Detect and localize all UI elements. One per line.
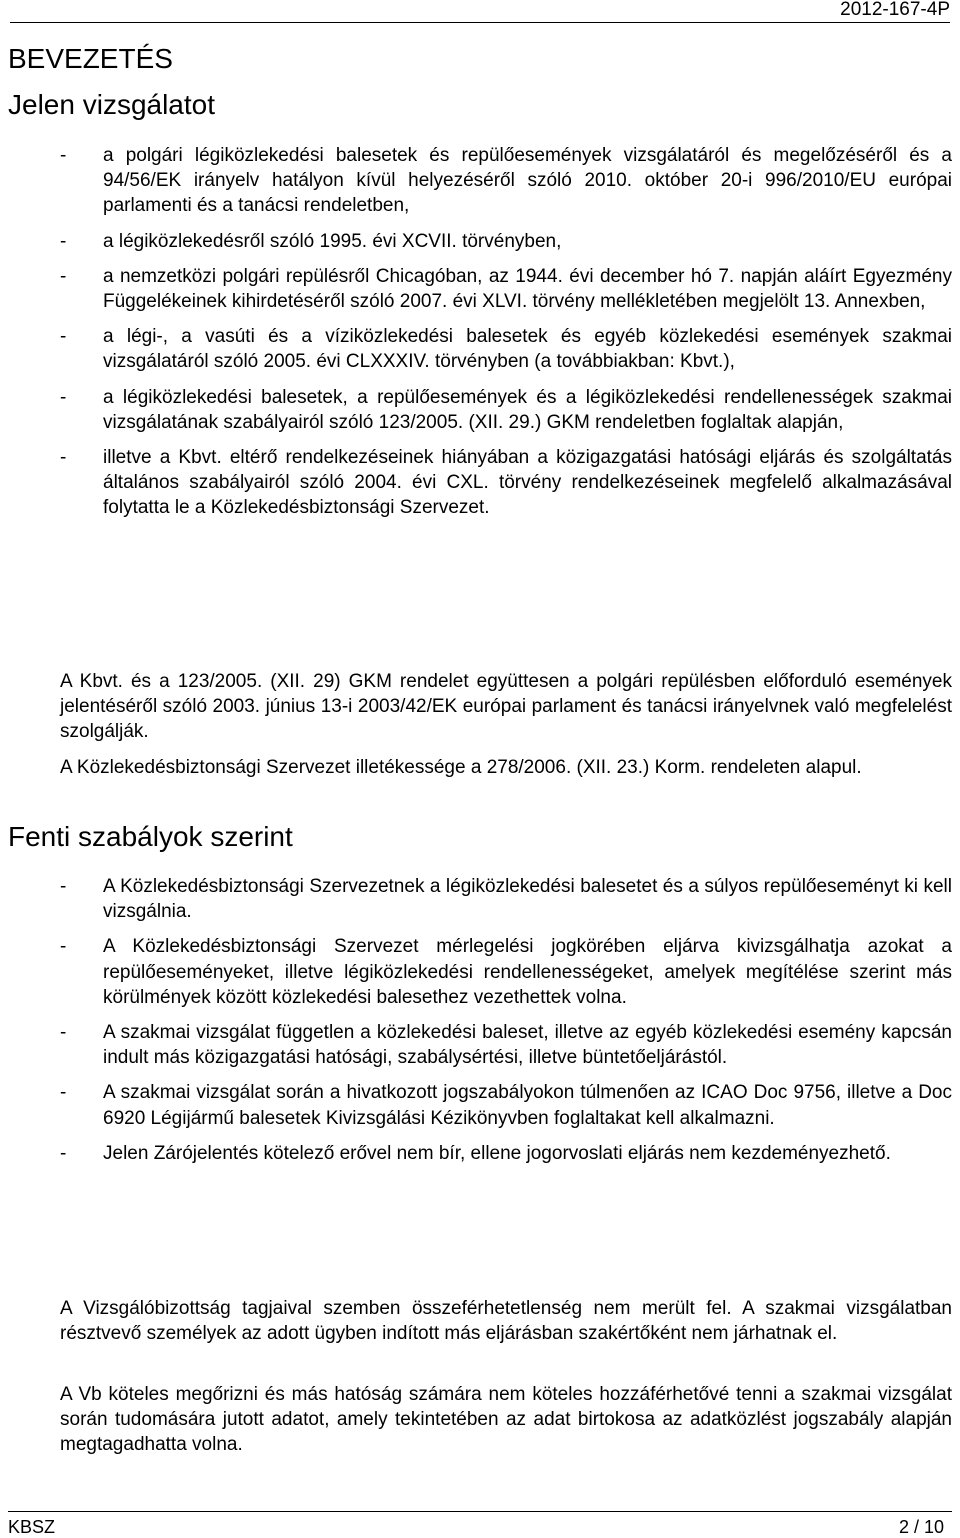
list-marker: - xyxy=(60,230,67,252)
list-marker: - xyxy=(60,265,67,287)
list-marker: - xyxy=(60,326,67,348)
paragraph: A Kbvt. és a 123/2005. (XII. 29) GKM rendelet együttesen a polgári repülésben előforduló események jelentéséről szóló 2003. június 13-i 2003/42/EK európai parlament és tanácsi irányelvnek való megfelelést szolgálják. xyxy=(60,671,952,743)
list-marker: - xyxy=(60,936,67,958)
list-marker: - xyxy=(60,876,67,897)
list-item-text: a légiközlekedésről szóló 1995. évi XCVII. törvényben, xyxy=(103,230,562,252)
list-item xyxy=(60,874,952,924)
rules-list xyxy=(60,874,952,1176)
list-item xyxy=(60,934,952,1010)
list-item-text: A szakmai vizsgálat független a közlekedési baleset, illetve az egyéb közlekedési esemény kapcsán indult más közigazgatási hatósági, szabálysértési, illetve büntetőeljárástól. xyxy=(103,1022,952,1069)
list-item xyxy=(60,1141,952,1166)
list-item xyxy=(60,1080,952,1130)
section-title: BEVEZETÉS xyxy=(8,43,173,74)
list-item xyxy=(60,1020,952,1070)
list-item-text: a polgári légiközlekedési balesetek és repülőesemények vizsgálatáról és megelőzéséről és a 94/56/EK irányelv hatályon kívül helyezéséről szóló 2010. október 20-i 996/2010/EU európai parlamenti és a tanácsi rendeletben, xyxy=(103,145,952,217)
section-title: Fenti szabályok szerint xyxy=(8,821,293,852)
page-footer xyxy=(8,1511,952,1537)
list-marker: - xyxy=(60,145,67,166)
section-subtitle: Jelen vizsgálatot xyxy=(8,89,216,120)
document-id: 2012-167-4P xyxy=(10,0,950,23)
paragraph: A Vb köteles megőrizni és más hatóság számára nem köteles hozzáférhetővé tenni a szakmai vizsgálat során tudomására jutott adatot, amely tekintetében az adat birtokosa az adatközlést jogszabály alapján megtagadhatta volna. xyxy=(60,1384,952,1456)
list-item-text: A szakmai vizsgálat során a hivatkozott jogszabályokon túlmenően az ICAO Doc 9756, illetve a Doc 6920 Légijármű balesetek Kivizsgálási Kézikönyvben foglaltakat kell alkalmazni. xyxy=(103,1082,952,1129)
list-item-text: a nemzetközi polgári repülésről Chicagóban, az 1944. évi december hó 7. napján aláírt Egyezmény Függelékeinek kihirdetéséről szóló 2007. évi XLVI. törvény mellékletében megjelölt 13. Annexben, xyxy=(103,265,952,313)
list-item xyxy=(60,445,952,521)
list-item-text: a légi-, a vasúti és a víziközlekedési balesetek és egyéb közlekedési események szakmai vizsgálatáról szóló 2005. évi CLXXXIV. törvényben (a továbbiakban: Kbvt.), xyxy=(103,326,952,373)
list-item xyxy=(60,385,952,435)
list-item-text: illetve a Kbvt. eltérő rendelkezéseinek hiányában a közigazgatási hatósági eljárás és szolgáltatás általános szabályairól szóló 2004. évi CXL. törvény rendelkezéseinek megfelelő alkalmazásával folytatta le a Közlekedésbiztonsági Szervezet. xyxy=(103,447,952,519)
list-marker: - xyxy=(60,386,67,408)
footer-org: KBSZ xyxy=(8,1517,56,1537)
list-item xyxy=(60,324,952,374)
paragraph: A Vizsgálóbizottság tagjaival szemben összeférhetetlenség nem merült fel. A szakmai vizsgálatban résztvevő személyek az adott ügyben indított más eljárásban szakértőként nem járhatnak el. xyxy=(60,1298,952,1345)
page-number: 2 / 10 xyxy=(898,1517,944,1537)
paragraph: A Közlekedésbiztonsági Szervezet illetékessége a 278/2006. (XII. 23.) Korm. rendeleten alapul. xyxy=(60,757,862,778)
list-marker: - xyxy=(60,1022,67,1044)
list-marker: - xyxy=(60,1082,67,1104)
list-marker: - xyxy=(60,1142,67,1164)
list-item-text: Jelen Zárójelentés kötelező erővel nem bír, ellene jogorvoslati eljárás nem kezdeményezhető. xyxy=(103,1142,891,1164)
list-item xyxy=(60,264,952,314)
list-marker: - xyxy=(60,447,67,469)
list-item-text: a légiközlekedési balesetek, a repülőesemények és a légiközlekedési rendellenességek szakmai vizsgálatának szabályairól szóló 123/2005. (XII. 29.) GKM rendeletben foglaltak alapján, xyxy=(103,386,952,433)
list-item xyxy=(60,229,952,254)
list-item-text: A Közlekedésbiztonsági Szervezet mérlegelési jogkörében eljárva kivizsgálhatja azokat a repülőeseményeket, illetve légiközlekedési rendellenességeket, amelyek megítélése szerint más körülmények között közlekedési balesethez vezethettek volna. xyxy=(103,936,952,1008)
legal-basis-list xyxy=(60,143,952,531)
list-item-text: A Közlekedésbiztonsági Szervezetnek a légiközlekedési balesetet és a súlyos repülőeseményt ki kell vizsgálnia. xyxy=(103,876,952,923)
list-item xyxy=(60,143,952,219)
